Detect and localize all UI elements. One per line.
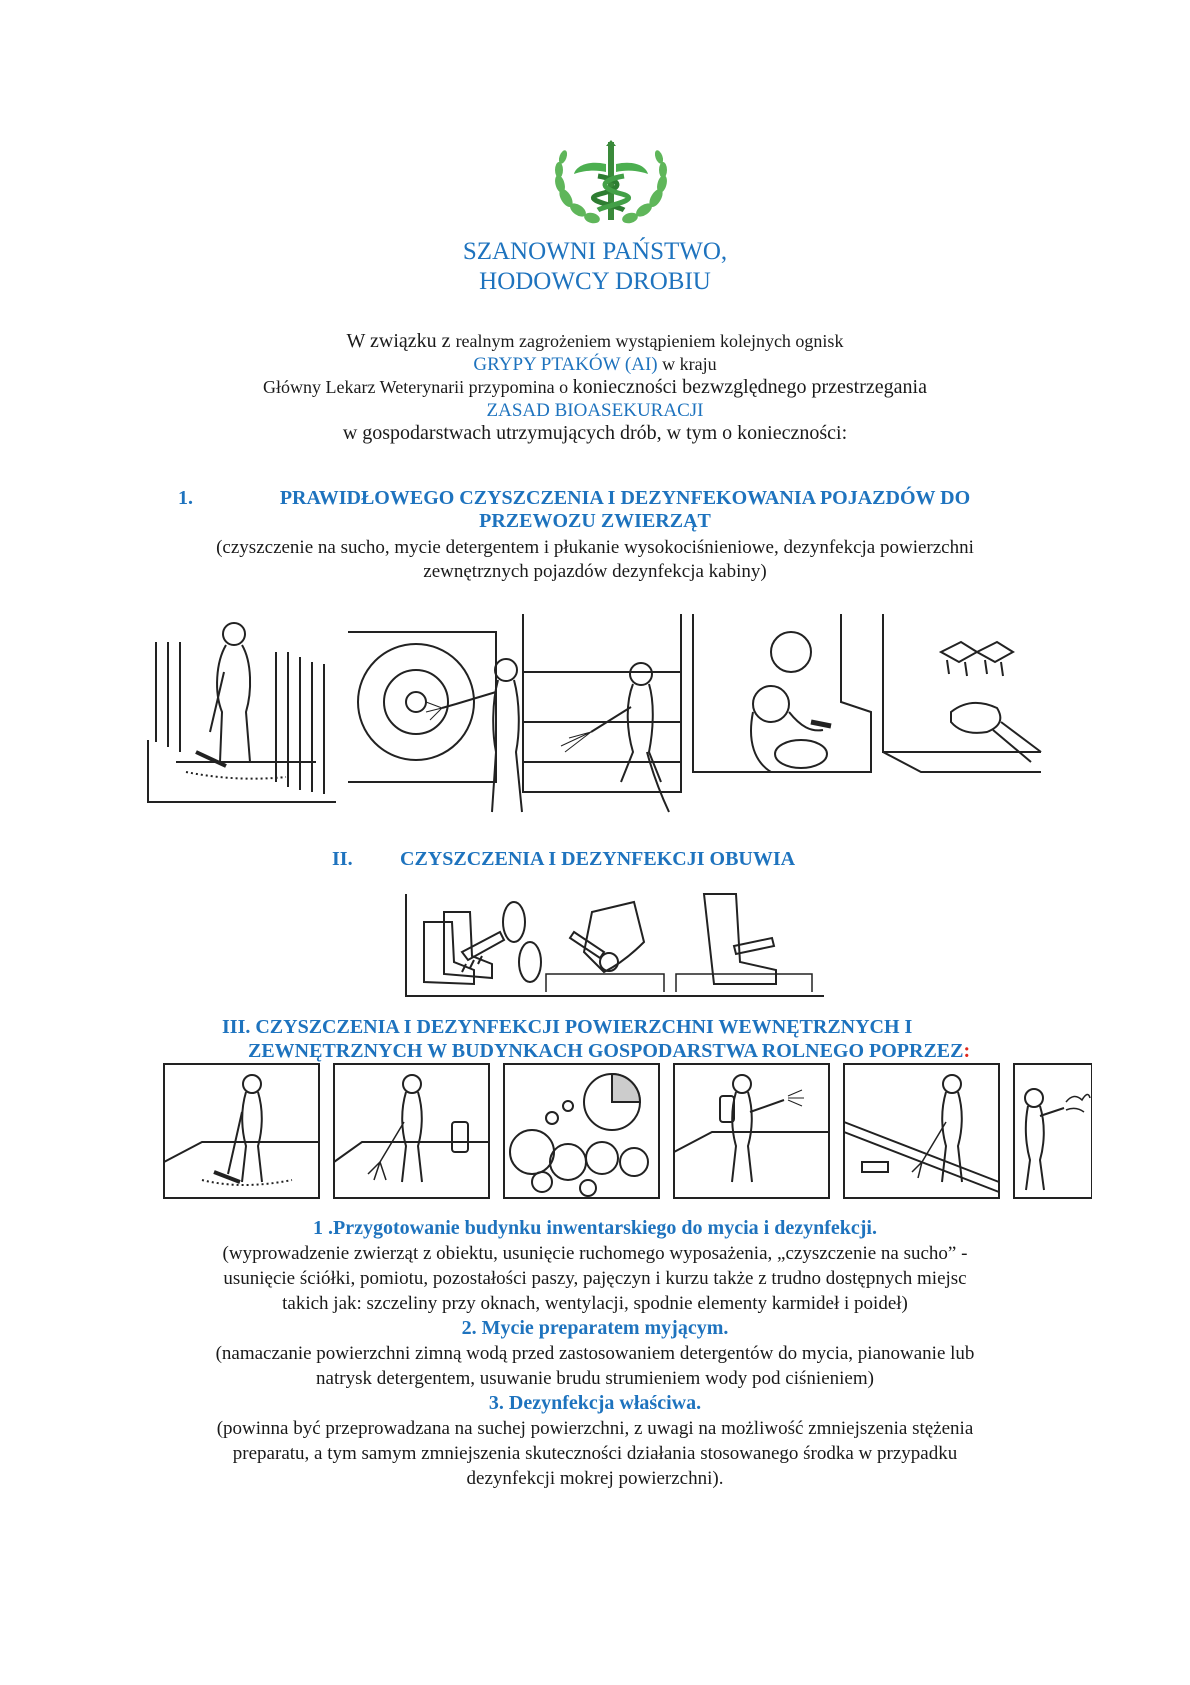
boot-cleaning-illustration xyxy=(404,892,824,1012)
step-3-line-2: preparatu, a tym samym zmniejszenia skuteczności działania stosowanego środka w przypadku xyxy=(232,1443,958,1464)
intro-line-5: w gospodarstwach utrzymujących drób, w tym o konieczności: xyxy=(342,422,848,444)
section-3-colon: : xyxy=(963,1040,971,1062)
timer-and-foam-illustration xyxy=(504,1064,659,1198)
step-2-line-2: natrysk detergentem, usuwanie brudu strumieniem wody pod ciśnieniem) xyxy=(316,1368,874,1389)
intro-line-2: GRYPY PTAKÓW (AI) w kraju xyxy=(473,354,717,375)
sweeping-illustration xyxy=(148,623,336,802)
intro-line-3: Główny Lekarz Weterynarii przypomina o konieczności bezwzględnego przestrzegania xyxy=(263,376,927,398)
step-1-title: 1 .Przygotowanie budynku inwentarskiego do mycia i dezynfekcji. xyxy=(313,1217,877,1239)
intro-line-1: W związku z realnym zagrożeniem wystąpieniem kolejnych ognisk xyxy=(346,330,844,352)
section-3-heading-line-1: III. CZYSZCZENIA I DEZYNFEKCJI POWIERZCHNI WEWNĘTRZNYCH I xyxy=(222,1016,913,1038)
floor-channel-spraying-illustration xyxy=(844,1064,999,1198)
intro-paragraph xyxy=(0,330,1190,445)
section-3-heading-line-2: ZEWNĘTRZNYCH W BUDYNKACH GOSPODARSTWA ROLNEGO POPRZEZ: xyxy=(248,1040,971,1062)
dashboard-wiping-illustration xyxy=(883,614,1041,772)
interior-spraying-illustration xyxy=(523,614,681,812)
step-2-line-1: (namaczanie powierzchni zimną wodą przed zastosowaniem detergentów do mycia, pianowanie lub xyxy=(215,1343,975,1364)
veterinary-logo xyxy=(548,140,674,230)
caduceus-icon xyxy=(548,140,674,230)
foam-spraying-illustration xyxy=(334,1064,489,1198)
step-3-title: 3. Dezynfekcja właściwa. xyxy=(488,1392,702,1414)
step-1-line-3: takich jak: szczeliny przy oknach, wentylacji, spodnie elementy karmideł i poideł) xyxy=(282,1293,908,1314)
page-title xyxy=(0,237,1190,297)
step-3-line-3: dezynfekcji mokrej powierzchni). xyxy=(466,1468,724,1489)
wheel-washing-illustration xyxy=(348,632,522,812)
intro-avian-flu: GRYPY PTAKÓW (AI) xyxy=(473,354,658,375)
section-1-heading: PRAWIDŁOWEGO CZYSZCZENIA I DEZYNFEKOWANIA POJAZDÓW DO PRZEWOZU ZWIERZĄT xyxy=(279,487,971,532)
intro-biosecurity: ZASAD BIOASEKURACJI xyxy=(486,400,704,421)
section-1-number: 1. xyxy=(178,487,193,509)
step-1-line-2: usunięcie ściółki, pomiotu, pozostałości paszy, pajęczyn i kurzu także z trudno dostępnych miejsc xyxy=(223,1268,967,1289)
title-line-2: HODOWCY DROBIU xyxy=(479,268,711,295)
section-1-description: (czyszczenie na sucho, mycie detergentem i płukanie wysokociśnieniowe, dezynfekcja powierzchni zewnętrznych pojazdów dezynfekcja kabiny) xyxy=(216,537,974,582)
building-sweeping-illustration xyxy=(164,1064,319,1198)
step-2-title: 2. Mycie preparatem myjącym. xyxy=(461,1317,729,1339)
fogging-illustration xyxy=(1014,1064,1092,1198)
procedure-steps xyxy=(0,1216,1190,1491)
cab-cleaning-illustration xyxy=(693,614,871,772)
section-2-number: II. xyxy=(332,848,353,870)
vehicle-cleaning-illustration-strip xyxy=(146,612,1046,832)
section-2-heading: II. CZYSZCZENIA I DEZYNFEKCJI OBUWIA xyxy=(332,848,796,870)
backpack-sprayer-illustration xyxy=(674,1064,829,1198)
building-disinfection-illustration-strip xyxy=(162,1062,1092,1202)
step-1-line-1: (wyprowadzenie zwierząt z obiektu, usunięcie ruchomego wyposażenia, „czyszczenie na sucho” - xyxy=(222,1243,968,1264)
title-line-1: SZANOWNI PAŃSTWO, xyxy=(462,238,728,265)
step-3-line-1: (powinna być przeprowadzana na suchej powierzchni, z uwagi na możliwość zmniejszenia stężenia xyxy=(216,1418,974,1439)
